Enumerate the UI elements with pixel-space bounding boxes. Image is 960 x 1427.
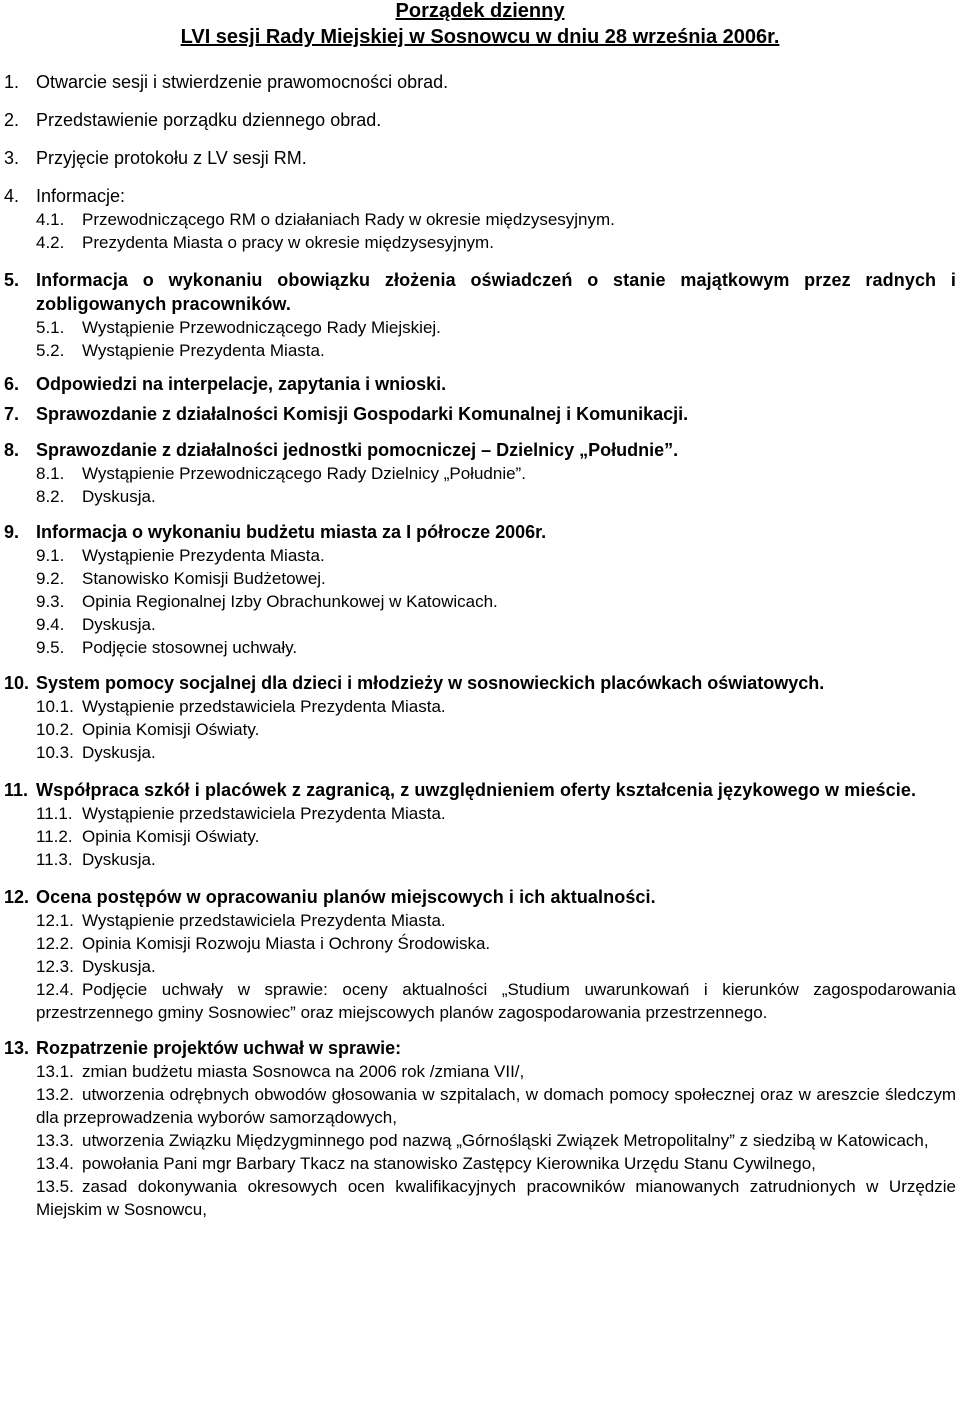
agenda-subitem-number: 13.1. (36, 1062, 74, 1081)
agenda-subitem-number: 13.2. (36, 1085, 74, 1104)
agenda-item-number: 7. (4, 404, 20, 424)
agenda-item (0, 1036, 960, 1060)
agenda-subitem (0, 1175, 960, 1221)
agenda-subitem (0, 590, 960, 613)
agenda-subitem (0, 848, 960, 871)
agenda-subitem-number: 12.4. (36, 980, 74, 999)
agenda-subitem-text: Wystąpienie przedstawiciela Prezydenta Miasta. (82, 911, 446, 930)
agenda-item-number: 10. (4, 673, 30, 693)
agenda-item-text: Sprawozdanie z działalności jednostki pomocniczej – Dzielnicy „Południe”. (36, 440, 679, 460)
agenda-item-number: 11. (4, 780, 29, 800)
agenda-subitem-text: Wystąpienie Przewodniczącego Rady Dzielnicy „Południe”. (82, 464, 526, 483)
agenda-subitem-text: Wystąpienie przedstawiciela Prezydenta Miasta. (82, 804, 446, 823)
agenda-subitem (0, 462, 960, 485)
agenda-item-text: Informacje: (36, 186, 126, 206)
agenda-subitem-number: 11.2. (36, 827, 73, 846)
agenda-item-text: System pomocy socjalnej dla dzieci i młodzieży w sosnowieckich placówkach oświatowych. (36, 673, 825, 693)
agenda-subitem (0, 978, 960, 1024)
agenda-subitem-text: Wystąpienie Prezydenta Miasta. (82, 546, 325, 565)
agenda-subitem-text: Opinia Komisji Oświaty. (82, 720, 260, 739)
agenda-subitem (0, 932, 960, 955)
agenda-subitem-number: 8.1. (36, 464, 65, 483)
agenda-item (0, 671, 960, 695)
agenda-subitem-number: 9.2. (36, 569, 65, 588)
agenda-subitem-text: Stanowisko Komisji Budżetowej. (82, 569, 326, 588)
agenda-subitem (0, 909, 960, 932)
agenda-item (0, 438, 960, 462)
agenda-subitem-text: Przewodniczącego RM o działaniach Rady w okresie międzysesyjnym. (82, 210, 615, 229)
agenda-item-text: Ocena postępów w opracowaniu planów miejscowych i ich aktualności. (36, 887, 656, 907)
page-title: Porządek dzienny (395, 0, 565, 22)
agenda-item-number: 4. (4, 186, 20, 206)
agenda-subitem-number: 13.3. (36, 1131, 74, 1150)
agenda-subitem (0, 567, 960, 590)
agenda-subitem-text: Wystąpienie Przewodniczącego Rady Miejskiej. (82, 318, 441, 337)
agenda-item-text: Rozpatrzenie projektów uchwał w sprawie: (36, 1038, 402, 1058)
agenda-subitem (0, 1129, 960, 1152)
agenda-subitem-number: 11.3. (36, 850, 73, 869)
agenda-subitem (0, 544, 960, 567)
agenda-subitem-text: zasad dokonywania okresowych ocen kwalifikacyjnych pracowników mianowanych zatrudnionych w Urzędzie Miejskim w Sosnowcu, (36, 1177, 956, 1219)
agenda-subitem-number: 9.1. (36, 546, 65, 565)
agenda-subitem-number: 13.5. (36, 1177, 74, 1196)
agenda-item-number: 9. (4, 522, 20, 542)
agenda-item (0, 70, 960, 94)
agenda-subitem-number: 8.2. (36, 487, 65, 506)
agenda-item (0, 778, 960, 802)
agenda-subitem-text: Opinia Komisji Rozwoju Miasta i Ochrony Środowiska. (82, 934, 491, 953)
agenda-subitem-number: 11.1. (36, 804, 73, 823)
agenda-subitem-text: utworzenia odrębnych obwodów głosowania w szpitalach, w domach pomocy społecznej oraz w areszcie śledczym dla przeprowadzenia wyborów samorządowych, (36, 1085, 956, 1127)
agenda-item-text: Przyjęcie protokołu z LV sesji RM. (36, 148, 307, 168)
agenda-subitem-number: 4.1. (36, 210, 65, 229)
agenda-subitem-text: Dyskusja. (82, 957, 156, 976)
agenda-subitem-text: Podjęcie uchwały w sprawie: oceny aktualności „Studium uwarunkowań i kierunków zagospodarowania przestrzennego gminy Sosnowiec” oraz miejscowych planów zagospodarowania przestrzennego. (36, 980, 956, 1022)
agenda-subitem (0, 339, 960, 362)
page-subtitle: LVI sesji Rady Miejskiej w Sosnowcu w dniu 28 września 2006r. (180, 26, 780, 48)
agenda-subitem (0, 208, 960, 231)
agenda-item-text: Odpowiedzi na interpelacje, zapytania i wnioski. (36, 374, 447, 394)
agenda-item-number: 3. (4, 148, 20, 168)
agenda-subitem (0, 825, 960, 848)
agenda-subitem-number: 10.1. (36, 697, 74, 716)
agenda-subitem-text: Opinia Regionalnej Izby Obrachunkowej w Katowicach. (82, 592, 498, 611)
agenda-subitem-text: Wystąpienie przedstawiciela Prezydenta Miasta. (82, 697, 446, 716)
agenda-subitem-text: Podjęcie stosownej uchwały. (82, 638, 298, 657)
agenda-item-text: Sprawozdanie z działalności Komisji Gospodarki Komunalnej i Komunikacji. (36, 404, 689, 424)
agenda-subitem-number: 10.2. (36, 720, 74, 739)
agenda-item-text: Informacja o wykonaniu budżetu miasta za I półrocze 2006r. (36, 522, 547, 542)
agenda-subitem-text: Opinia Komisji Oświaty. (82, 827, 260, 846)
agenda-item (0, 268, 960, 316)
agenda-item (0, 146, 960, 170)
agenda-subitem-text: zmian budżetu miasta Sosnowca na 2006 rok /zmiana VII/, (82, 1062, 525, 1081)
agenda-subitem-text: Dyskusja. (82, 743, 156, 762)
agenda-item (0, 520, 960, 544)
agenda-subitem (0, 695, 960, 718)
agenda-subitem-number: 5.2. (36, 341, 65, 360)
agenda-subitem (0, 741, 960, 764)
agenda-item-text: Przedstawienie porządku dziennego obrad. (36, 110, 382, 130)
agenda-subitem-text: Dyskusja. (82, 615, 156, 634)
agenda-item-number: 8. (4, 440, 20, 460)
agenda-item (0, 885, 960, 909)
agenda-item (0, 108, 960, 132)
agenda-subitem-text: Wystąpienie Prezydenta Miasta. (82, 341, 325, 360)
agenda-subitem (0, 1083, 960, 1129)
agenda-item-number: 13. (4, 1038, 30, 1058)
agenda-item-number: 5. (4, 270, 20, 290)
agenda-subitem-text: Dyskusja. (82, 850, 156, 869)
agenda-item (0, 402, 960, 426)
agenda-item (0, 184, 960, 208)
agenda-subitem-number: 9.5. (36, 638, 65, 657)
agenda-subitem (0, 802, 960, 825)
agenda-subitem (0, 613, 960, 636)
agenda-subitem-text: Prezydenta Miasta o pracy w okresie międzysesyjnym. (82, 233, 494, 252)
agenda-item-number: 6. (4, 374, 20, 394)
agenda-subitem-text: powołania Pani mgr Barbary Tkacz na stanowisko Zastępcy Kierownika Urzędu Stanu Cywilnego, (82, 1154, 816, 1173)
agenda-item-text: Otwarcie sesji i stwierdzenie prawomocności obrad. (36, 72, 449, 92)
agenda-subitem-number: 4.2. (36, 233, 65, 252)
agenda-subitem-text: Dyskusja. (82, 487, 156, 506)
agenda-subitem (0, 1060, 960, 1083)
agenda-subitem (0, 636, 960, 659)
agenda-item-number: 2. (4, 110, 20, 130)
agenda-subitem-number: 10.3. (36, 743, 74, 762)
agenda-item (0, 372, 960, 396)
agenda-subitem-number: 12.2. (36, 934, 74, 953)
agenda-subitem-number: 5.1. (36, 318, 65, 337)
agenda-item-text: Informacja o wykonaniu obowiązku złożenia oświadczeń o stanie majątkowym przez radnych i zobligowanych pracowników. (36, 270, 956, 314)
agenda-item-text: Współpraca szkół i placówek z zagranicą, z uwzględnieniem oferty kształcenia językowego w mieście. (36, 780, 917, 800)
agenda-item-number: 1. (4, 72, 20, 92)
agenda-subitem (0, 485, 960, 508)
agenda-subitem-number: 9.4. (36, 615, 65, 634)
agenda-subitem-number: 13.4. (36, 1154, 74, 1173)
agenda-list (0, 70, 960, 1221)
agenda-subitem (0, 231, 960, 254)
agenda-subitem (0, 1152, 960, 1175)
agenda-subitem (0, 718, 960, 741)
agenda-item-number: 12. (4, 887, 30, 907)
agenda-subitem-text: utworzenia Związku Międzygminnego pod nazwą „Górnośląski Związek Metropolitalny” z siedzibą w Katowicach, (82, 1131, 929, 1150)
agenda-subitem-number: 12.3. (36, 957, 74, 976)
agenda-subitem-number: 12.1. (36, 911, 74, 930)
agenda-subitem (0, 316, 960, 339)
agenda-subitem (0, 955, 960, 978)
agenda-subitem-number: 9.3. (36, 592, 65, 611)
